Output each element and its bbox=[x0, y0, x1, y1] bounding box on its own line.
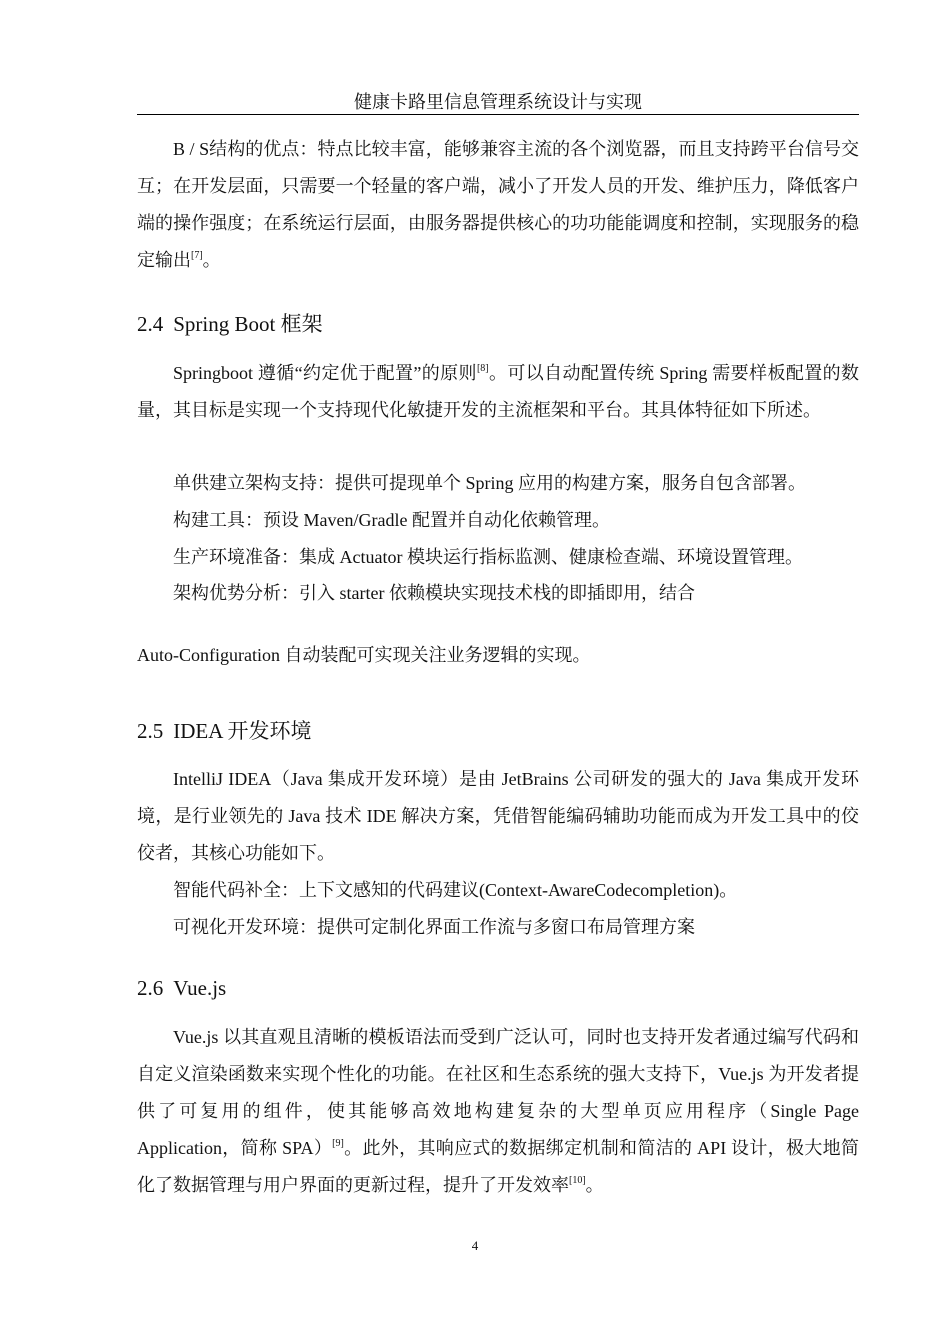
citation-ref: [10] bbox=[569, 1175, 586, 1186]
feature-item: 智能代码补全：上下文感知的代码建议(Context-AwareCodecompletion)。 bbox=[173, 880, 738, 900]
paragraph-bs-advantages bbox=[137, 131, 859, 279]
feature-item: 可视化开发环境：提供可定制化界面工作流与多窗口布局管理方案 bbox=[173, 917, 695, 937]
paragraph-springboot bbox=[137, 355, 859, 429]
paragraph-end: 。 bbox=[585, 1175, 604, 1195]
feature-item: 架构优势分析：引入 starter 依赖模块实现技术栈的即插即用，结合 bbox=[173, 583, 695, 603]
page-header: 健康卡路里信息管理系统设计与实现 bbox=[137, 90, 859, 115]
section-title: IDEA 开发环境 bbox=[173, 719, 312, 743]
section-heading-2-5 bbox=[137, 717, 312, 745]
citation-ref: [8] bbox=[476, 363, 489, 374]
paragraph-idea: IntelliJ IDEA（Java 集成开发环境）是由 JetBrains 公司研发的强大的 Java 集成开发环境，是行业领先的 Java 技术 IDE 解决方案，凭借智能编码辅助功能而成为开发工具中的佼佼者，其核心功能如下。 bbox=[137, 769, 859, 863]
feature-item: 构建工具：预设 Maven/Gradle 配置并自动化依赖管理。 bbox=[173, 510, 610, 530]
paragraph-text: B / S结构的优点：特点比较丰富，能够兼容主流的各个浏览器，而且支持跨平台信号交互；在开发层面，只需要一个轻量的客户端，减小了开发人员的开发、维护压力，降低客户端的操作强度；在系统运行层面，由服务器提供核心的功功能能调度和控制，实现服务的稳定输出 bbox=[137, 139, 859, 270]
paragraph-text: Springboot 遵循“约定优于配置”的原则 bbox=[173, 363, 477, 383]
paragraph-text: Vue.js 以其直观且清晰的模板语法而受到广泛认可，同时也支持开发者通过编写代码和自定义渲染函数来实现个性化的功能。在社区和生态系统的强大支持下，Vue.js 为开发者提供了可复用的组件，使其能够高效地构建复杂的大型单页应用程序（Single Page Application，简称 SPA） bbox=[137, 1027, 859, 1158]
section-number: 2.5 bbox=[137, 719, 164, 743]
citation-ref: [9] bbox=[332, 1138, 344, 1149]
section-heading-2-6 bbox=[137, 974, 226, 1002]
feature-item: 生产环境准备：集成 Actuator 模块运行指标监测、健康检查端、环境设置管理。 bbox=[173, 547, 803, 567]
paragraph-text: 。此外，其响应式的数据绑定机制和简洁的 API 设计，极大地简化了数据管理与用户界面的更新过程，提升了开发效率 bbox=[137, 1138, 859, 1195]
page-number: 4 bbox=[471, 1238, 479, 1253]
section-title: Spring Boot 框架 bbox=[173, 312, 323, 336]
section-number: 2.6 bbox=[137, 976, 164, 1000]
paragraph-end: 。 bbox=[202, 250, 221, 270]
section-title: Vue.js bbox=[173, 976, 227, 1000]
citation-ref: [7] bbox=[191, 250, 203, 261]
feature-item: 单供建立架构支持：提供可提现单个 Spring 应用的构建方案，服务自包含部署。 bbox=[173, 473, 807, 493]
section-heading-2-4 bbox=[137, 310, 323, 338]
section-number: 2.4 bbox=[137, 312, 164, 336]
paragraph-vue bbox=[137, 1019, 859, 1204]
paragraph-text: 。可以自动配置传统 Spring 需要样板配置的数量，其目标是实现一个支持现代化敏捷开发的主流框架和平台。其具体特征如下所述。 bbox=[137, 363, 859, 420]
feature-item-continuation: Auto-Configuration 自动装配可实现关注业务逻辑的实现。 bbox=[137, 645, 591, 665]
